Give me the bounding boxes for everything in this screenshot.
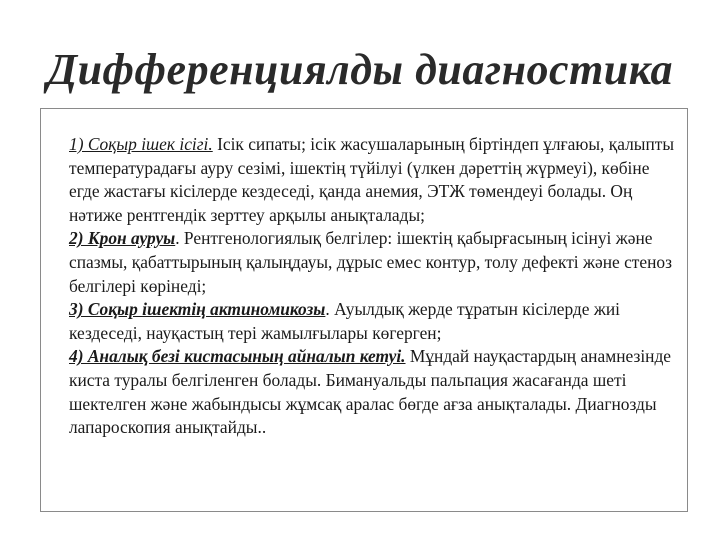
item-1-heading: 1) Соқыр ішек ісігі. — [69, 134, 213, 154]
slide-title: Дифференциялды диагностика — [47, 45, 673, 94]
content-box — [40, 108, 688, 512]
item-4-text: Мұндай науқастардың анамнезінде киста туралы белгіленген болады. Бимануальды пальпация жасағанда шеті шектелген және жабындысы жұмсақ аралас бөгде ағза анықталады. Диагнозды лапароскопия анықтайды.. — [69, 346, 672, 438]
content-text — [69, 133, 675, 440]
item-3-heading: 3) Соқыр ішектің актиномикозы — [69, 299, 326, 320]
item-3-text: . Ауылдық жерде тұратын кісілерде жиі кездеседі, науқастың тері жамылғылары көгерген; — [69, 299, 620, 343]
item-2-heading: 2) Крон ауруы — [69, 228, 176, 249]
item-4-heading: 4) Аналық безі кистасының айналып кетуі. — [69, 346, 406, 367]
item-2-text: . Рентгенологиялық белгілер: ішектің қабырғасының ісінуі және спазмы, қабаттырының қалыңдауы, дұрыс емес контур, толу дефекті және стеноз белгілері көрінеді; — [69, 228, 672, 296]
item-1-text: Ісік сипаты; ісік жасушаларының біртіндеп ұлғаюы, қалыпты температурадағы ауру сезімі, ішектің түйілуі (үлкен дәреттің жүрмеуі), көбіне егде жастағы кісілерде кездеседі, қанда анемия, ЭТЖ төмендеуі болады. Оң нәтиже рентгендік зерттеу арқылы анықталады; — [69, 134, 675, 225]
